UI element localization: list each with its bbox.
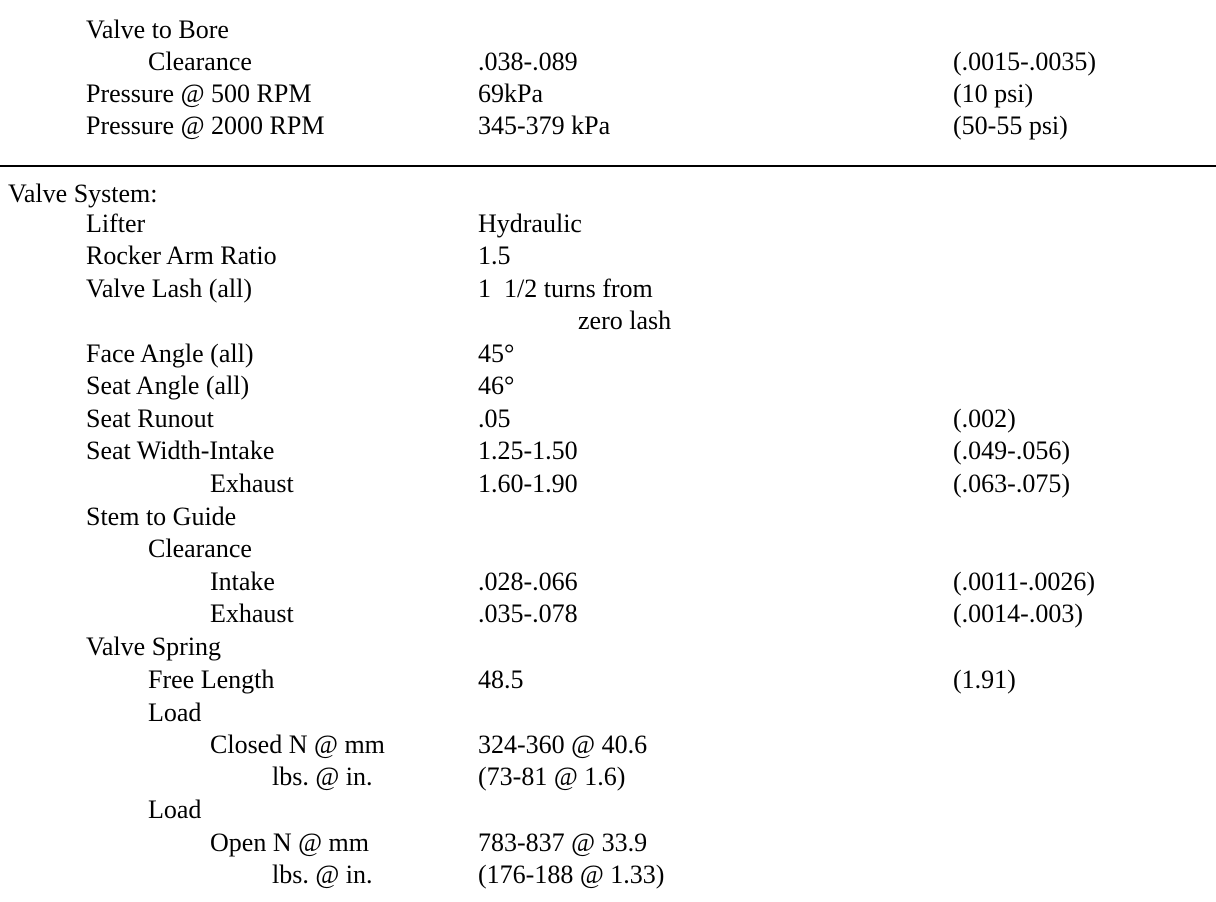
section-heading: Valve System: xyxy=(8,179,158,208)
spec-row-closed-lbs-in xyxy=(0,761,1216,793)
spec-metric-value: 46° xyxy=(478,371,515,400)
spec-label: lbs. @ in. xyxy=(272,762,373,791)
spec-label: Seat Width-Intake xyxy=(86,436,275,465)
spec-row-pressure-2000 xyxy=(0,110,1216,142)
spec-label: Valve Lash (all) xyxy=(86,274,253,303)
spec-metric-value: (73-81 @ 1.6) xyxy=(478,762,626,791)
spec-row-valve-lash xyxy=(0,273,1216,305)
spec-metric-value: zero lash xyxy=(578,306,672,335)
spec-imperial-value: (.002) xyxy=(953,404,1016,433)
spec-label: Closed N @ mm xyxy=(210,730,385,759)
spec-label: Open N @ mm xyxy=(210,828,369,857)
spec-label: Valve to Bore xyxy=(86,15,229,44)
spec-row-stem-to-guide xyxy=(0,501,1216,533)
spec-row-closed-n-mm xyxy=(0,729,1216,761)
spec-label: Lifter xyxy=(86,209,146,238)
spec-metric-value: 345-379 kPa xyxy=(478,111,611,140)
spec-label: Intake xyxy=(210,567,275,596)
spec-metric-value: .05 xyxy=(478,404,511,433)
spec-label: Pressure @ 500 RPM xyxy=(86,79,312,108)
spec-row-valve-spring xyxy=(0,631,1216,663)
spec-label: Exhaust xyxy=(210,599,294,628)
spec-label: Valve Spring xyxy=(86,632,222,661)
spec-row-lifter xyxy=(0,208,1216,240)
spec-label: Clearance xyxy=(148,47,252,76)
spec-imperial-value: (10 psi) xyxy=(953,79,1034,108)
spec-imperial-value: (.0011-.0026) xyxy=(953,567,1096,596)
spec-imperial-value: (50-55 psi) xyxy=(953,111,1068,140)
spec-row-seat-width-exhaust xyxy=(0,468,1216,500)
spec-row-valve-to-bore-clearance xyxy=(0,46,1216,78)
spec-metric-value: 324-360 @ 40.6 xyxy=(478,730,648,759)
spec-row-stem-exhaust xyxy=(0,598,1216,630)
spec-row-open-n-mm xyxy=(0,827,1216,859)
spec-metric-value: 1.60-1.90 xyxy=(478,469,578,498)
spec-metric-value: 48.5 xyxy=(478,665,524,694)
spec-metric-value: 1.5 xyxy=(478,241,511,270)
spec-label: Stem to Guide xyxy=(86,502,237,531)
spec-row-seat-angle xyxy=(0,370,1216,402)
spec-imperial-value: (.063-.075) xyxy=(953,469,1070,498)
spec-row-rocker-arm-ratio xyxy=(0,240,1216,272)
spec-row-seat-width-intake xyxy=(0,435,1216,467)
spec-imperial-value: (.049-.056) xyxy=(953,436,1070,465)
spec-row-open-lbs-in xyxy=(0,859,1216,891)
spec-label: Free Length xyxy=(148,665,275,694)
spec-row-load-open-heading xyxy=(0,794,1216,826)
spec-metric-value: 783-837 @ 33.9 xyxy=(478,828,648,857)
spec-label: Clearance xyxy=(148,534,252,563)
spec-imperial-value: (1.91) xyxy=(953,665,1016,694)
spec-metric-value: .035-.078 xyxy=(478,599,578,628)
spec-row-seat-runout xyxy=(0,403,1216,435)
spec-row-pressure-500 xyxy=(0,78,1216,110)
spec-label: Seat Angle (all) xyxy=(86,371,250,400)
section-heading-valve-system xyxy=(0,178,1216,210)
spec-imperial-value: (.0015-.0035) xyxy=(953,47,1096,76)
spec-row-face-angle xyxy=(0,338,1216,370)
spec-imperial-value: (.0014-.003) xyxy=(953,599,1083,628)
spec-label: Face Angle (all) xyxy=(86,339,254,368)
spec-metric-value: .028-.066 xyxy=(478,567,578,596)
spec-row-free-length xyxy=(0,664,1216,696)
spec-metric-value: .038-.089 xyxy=(478,47,578,76)
spec-row-load-closed-heading xyxy=(0,697,1216,729)
spec-row-stem-clearance xyxy=(0,533,1216,565)
spec-row-valve-lash-continued xyxy=(0,305,1216,337)
spec-label: lbs. @ in. xyxy=(272,860,373,889)
spec-label: Exhaust xyxy=(210,469,294,498)
section-divider xyxy=(0,165,1216,167)
spec-label: Rocker Arm Ratio xyxy=(86,241,277,270)
spec-label: Load xyxy=(148,698,202,727)
spec-label: Pressure @ 2000 RPM xyxy=(86,111,325,140)
spec-metric-value: 69kPa xyxy=(478,79,543,108)
spec-label: Seat Runout xyxy=(86,404,214,433)
spec-label: Load xyxy=(148,795,202,824)
spec-metric-value: 1 1/2 turns from xyxy=(478,274,653,303)
spec-row-valve-to-bore xyxy=(0,14,1216,46)
spec-metric-value: (176-188 @ 1.33) xyxy=(478,860,665,889)
spec-row-stem-intake xyxy=(0,566,1216,598)
spec-metric-value: Hydraulic xyxy=(478,209,582,238)
spec-metric-value: 1.25-1.50 xyxy=(478,436,578,465)
spec-metric-value: 45° xyxy=(478,339,515,368)
